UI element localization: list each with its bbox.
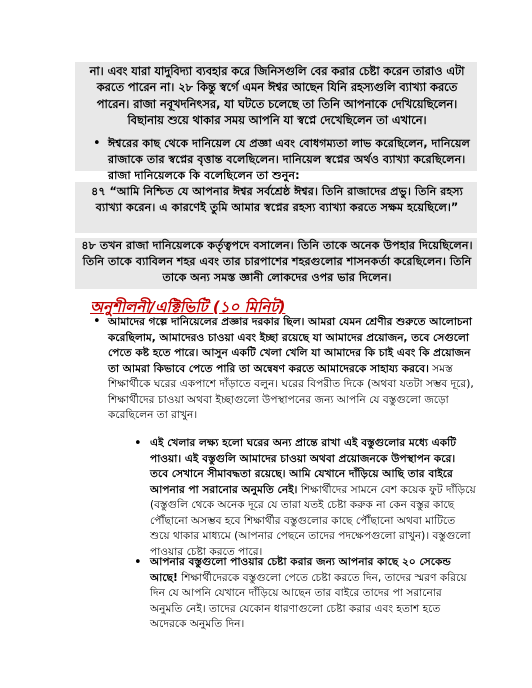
sub-bullet-dot-1: • xyxy=(134,436,142,451)
scripture-text-2: ৪৭ “আমি নিশ্চিত যে আপনার ঈশ্বর সর্বশ্রেষ্ঠ ঈশ্বর। তিনি রাজাদের প্রভু। তিনি রহস্য ব্যাখ্যা করেন। এ কারণেই তুমি আমার স্বপ্নের রহস্য ব্যাখ্যা করতে সক্ষম হয়েছিলে।” xyxy=(91,185,463,214)
scripture-text-1: না। এবং যারা যাদুবিদ্যা ব্যবহার করে জিনিসগুলি বের করার চেষ্টা করেন তারাও এটা করতে পারেন না। ২৮ কিন্তু স্বর্গে এমন ঈশ্বর আছেন যিনি রহস্যগুলি ব্যাখ্যা করতে পারেন। রাজা নবূখদনিৎসর, যা ঘটতে চলেছে তা তিনি আপনাকে দেখিয়েছিলেন। বিছানায় শুয়ে থাকার সময় আপনি যা স্বপ্নে দেখেছিলেন তা এখানে। xyxy=(89,65,465,128)
sub-bullet-2-normal: শিক্ষার্থীদেরকে বস্তুগুলো পেতে চেষ্টা করতে দিন, তাদের স্মরণ করিয়ে দিন যে আপনি যেখানে দাঁড়িয়ে আছেন তার বাইরে তাদের পা সরানোর অনুমতি নেই। তাদের যেকোন ধারণাগুলো চেষ্টা করার এবং হতাশ হতে অদেরকে অনুমতি দিন। xyxy=(150,571,467,630)
bullet-dot-1: • xyxy=(93,136,101,151)
bullet-dot-2: • xyxy=(93,314,101,329)
sub-bullet-dot-2: • xyxy=(134,555,142,570)
activity-heading: অনুশীলনী/এক্টিভিটি (১০ মিনিট) xyxy=(90,298,286,316)
sub-bullet-2-bold: আপনার বস্তুগুলো পাওয়ার চেষ্টা করার জন্য আপনার কাছে ২০ সেকেন্ড আছে! xyxy=(150,556,451,584)
activity-text-normal: সমস্ত শিক্ষার্থীকে ঘরের একপাশে দাঁড়াতে বলুন। ঘরের বিপরীত দিকে (অথবা যতটা সম্ভব দূরে), শিক্ষার্থীদের চাওয়া অথবা ইচ্ছাগুলো উপস্থাপনের জন্য আপনি যে বস্তুগুলো জড়ো করেছিলেন তা রাখুন। xyxy=(108,362,474,421)
bullet-text-1: ঈশ্বরের কাছ থেকে দানিয়েল যে প্রজ্ঞা এবং বোধগম্যতা লাভ করেছিলেন, দানিয়েল রাজাকে তার স্বপ্নের বৃত্তান্ত বলেছিলেন। দানিয়েল স্বপ্নের অর্থও ব্যাখ্যা করেছিলেন। রাজা দানিয়েলকে কি বলেছিলেন তা শুনুন: xyxy=(108,137,470,182)
sub-bullet-text-2 xyxy=(150,555,476,633)
activity-text-bold: আমাদের গল্পে দানিয়েলের প্রজ্ঞার দরকার ছিল। আমরা যেমন শ্রেণীর শুরুতে আলোচনা করেছিলাম, আমাদেরও চাওয়া এবং ইচ্ছা রয়েছে যা আমাদের প্রয়োজন, তবে সেগুলো পেতে কষ্ট হতে পারে। আসুন একটি খেলা খেলি যা আমাদের কি চাই এবং কি প্রয়োজন তা আমরা কিভাবে পেতে পারি তা অন্বেষণ করতে আমাদেরকে সাহায্য করবে। xyxy=(108,316,473,375)
sub-bullet-1-normal: শিক্ষার্থীদের সামনে বেশ কয়েক ফুট দাঁড়িয়ে (বস্তুগুলি থেকে অনেক দূরে যে তারা যতই চেষ্টা করুক না কেন বস্তুর কাছে পৌঁছানো অসম্ভব হবে শিক্ষার্থীর বস্তুগুলোর কাছে পৌঁছানো অথবা মাটিতে শুয়ে থাকার মাধ্যমে (আপনার পেছনে তাদের পদক্ষেপগুলো রাখুন)। বস্তুগুলো পাওয়ার চেষ্টা করতে পারে। xyxy=(150,483,476,558)
activity-text xyxy=(108,315,476,424)
scripture-text-3: ৪৮ তখন রাজা দানিয়েলকে কর্তৃত্বপদে বসালেন। তিনি তাকে অনেক উপহার দিয়েছিলেন। তিনি তাকে ব্যাবিলন শহর এবং তার চারপাশের শহরগুলোর শাসনকর্তা করেছিলেন। তিনি তাকে অন্য সমস্ত জ্ঞানী লোকদের ওপর ভার দিলেন। xyxy=(81,239,473,284)
sub-bullet-1-bold: এই খেলার লক্ষ্য হলো ঘরের অন্য প্রান্তে রাখা এই বস্তুগুলোর মধ্যে একটি পাওয়া। এই বস্তুগুলি আমাদের চাওয়া অথবা প্রয়োজনকে উপস্থাপন করে। তবে সেখানে সীমাবদ্ধতা রয়েছে। আমি যেখানে দাঁড়িয়ে আছি তার বাইরে আপনার পা সরানোর অনুমতি নেই। xyxy=(150,437,456,496)
sub-bullet-text-1 xyxy=(150,436,476,560)
